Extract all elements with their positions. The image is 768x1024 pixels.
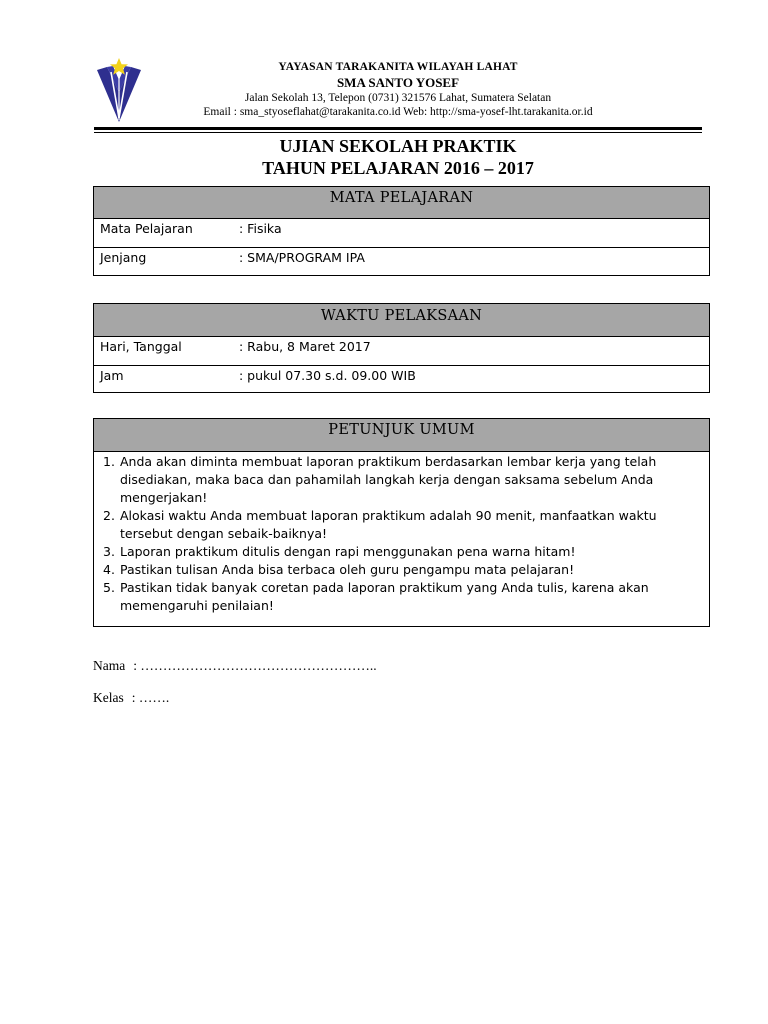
item-text: Alokasi waktu Anda membuat laporan praktikum adalah 90 menit, manfaatkan waktu tersebut dengan sebaik-baiknya! xyxy=(120,508,657,541)
level-row xyxy=(94,248,709,277)
item-number: 3. xyxy=(103,544,115,559)
header-divider-thin xyxy=(94,132,702,133)
item-text: Pastikan tulisan Anda bisa terbaca oleh guru pengampu mata pelajaran! xyxy=(120,562,575,577)
class-label: Kelas xyxy=(93,690,124,705)
class-blank: : ……. xyxy=(131,690,170,705)
row-value: : pukul 07.30 s.d. 09.00 WIB xyxy=(239,367,416,383)
name-field xyxy=(93,658,377,674)
class-field xyxy=(93,690,169,706)
header-divider xyxy=(94,127,702,130)
row-label: Hari, Tanggal xyxy=(100,339,182,354)
list-item xyxy=(94,453,709,507)
item-number: 5. xyxy=(103,580,115,595)
school-logo xyxy=(95,58,143,124)
school-name: SMA SANTO YOSEF xyxy=(336,75,460,90)
list-item xyxy=(94,579,709,615)
row-value: : Fisika xyxy=(239,221,282,236)
instructions-list xyxy=(94,452,709,615)
item-text: Pastikan tidak banyak coretan pada laporan praktikum yang Anda tulis, karena akan memengaruhi penilaian! xyxy=(120,580,649,613)
instructions-box-header: PETUNJUK UMUM xyxy=(94,419,709,452)
academic-year-title: TAHUN PELAJARAN 2016 – 2017 xyxy=(262,158,534,178)
item-number: 1. xyxy=(103,454,115,469)
exam-title: UJIAN SEKOLAH PRAKTIK xyxy=(279,136,517,156)
schedule-box-header: WAKTU PELAKSAAN xyxy=(94,304,709,337)
subject-row xyxy=(94,219,709,248)
item-number: 4. xyxy=(103,562,115,577)
name-label: Nama xyxy=(93,658,126,673)
list-item xyxy=(94,543,709,561)
item-text: Anda akan diminta membuat laporan praktikum berdasarkan lembar kerja yang telah disediakan, maka baca dan pahamilah langkah kerja dengan saksama sebelum Anda mengerjakan! xyxy=(120,454,657,505)
subject-box-header: MATA PELAJARAN xyxy=(94,187,709,219)
item-number: 2. xyxy=(103,508,115,523)
row-label: Mata Pelajaran xyxy=(100,221,193,236)
subject-box xyxy=(93,186,710,276)
row-value: : Rabu, 8 Maret 2017 xyxy=(239,339,371,354)
item-text: Laporan praktikum ditulis dengan rapi menggunakan pena warna hitam! xyxy=(120,544,576,559)
time-row xyxy=(94,366,709,395)
date-row xyxy=(94,337,709,366)
school-address: Jalan Sekolah 13, Telepon (0731) 321576 Lahat, Sumatera Selatan xyxy=(244,92,552,104)
instructions-box xyxy=(93,418,710,627)
list-item xyxy=(94,507,709,543)
row-label: Jam xyxy=(100,367,124,383)
row-value: : SMA/PROGRAM IPA xyxy=(239,250,365,265)
list-item xyxy=(94,561,709,579)
schedule-box xyxy=(93,303,710,393)
name-blank: : …………………………………………….. xyxy=(133,658,377,673)
foundation-name: YAYASAN TARAKANITA WILAYAH LAHAT xyxy=(278,61,518,73)
row-label: Jenjang xyxy=(100,250,147,265)
school-contact: Email : sma_styoseflahat@tarakanita.co.id Web: http://sma-yosef-lht.tarakanita.or.id xyxy=(203,106,593,118)
